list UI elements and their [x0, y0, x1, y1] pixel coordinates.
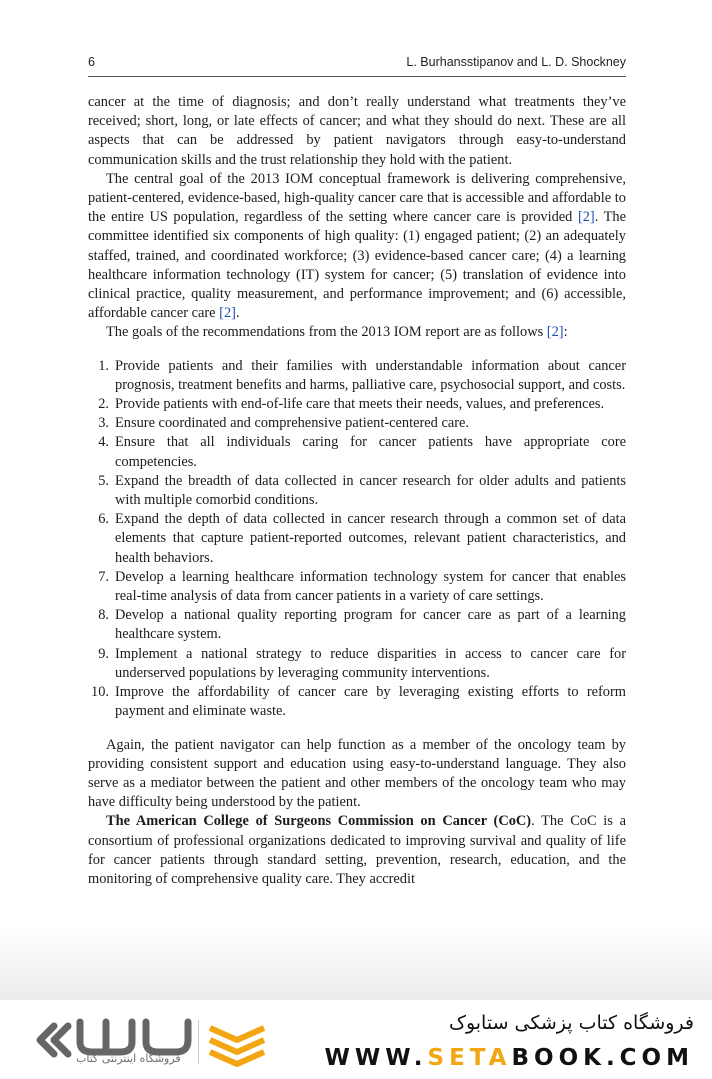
list-item-text: Provide patients and their families with understandable information about cancer prognosis, treatment benefits and harms, palliative care, psychosocial support, and costs.	[115, 357, 626, 393]
banner-divider	[198, 1020, 199, 1064]
list-item	[88, 357, 626, 395]
list-number: 4.	[98, 434, 109, 451]
list-number: 9.	[98, 645, 109, 662]
list-item-text: Ensure coordinated and comprehensive patient-centered care.	[115, 415, 469, 432]
list-item-text: Ensure that all individuals caring for cancer patients have appropriate core competencies.	[115, 434, 626, 470]
list-number: 2.	[98, 396, 109, 413]
list-item-text: Develop a national quality reporting program for cancer care as part of a learning healthcare system.	[115, 607, 626, 643]
paragraph-coc: The American College of Surgeons Commission on Cancer (CoC). The CoC is a consortium of professional organizations dedicated to improving survival and quality of life for cancer patients through standard setting, prevention, research, education, and the monitoring of comprehensive quality care. They accredit	[88, 813, 626, 887]
list-item	[88, 414, 626, 433]
goals-list	[88, 357, 626, 722]
running-header	[88, 55, 626, 75]
list-item	[88, 645, 626, 683]
list-item-text: Expand the depth of data collected in cancer research through a common set of data elements that capture patient-reported outcomes, relevant patient characteristics, and health behaviors.	[115, 511, 626, 566]
citation-link[interactable]: [2]	[219, 305, 236, 322]
list-item-text: Expand the breadth of data collected in cancer research for older adults and patients with multiple comorbid conditions.	[115, 472, 626, 509]
list-number: 7.	[98, 568, 109, 585]
paragraph-intro: cancer at the time of diagnosis; and don’t really understand what treatments they’ve received; short, long, or late effects of cancer; and what they should do next. These are all aspects that can be addressed by patient navigators through easy-to-understand communication skills and the trust relationship they hold with the patient.	[88, 94, 626, 168]
list-number: 3.	[98, 415, 109, 432]
body-text	[88, 93, 626, 889]
list-item	[88, 472, 626, 510]
list-item	[88, 683, 626, 721]
page-number: 6	[88, 55, 95, 69]
logo-subtitle: فروشگاه اینترنتی کتاب	[76, 1052, 181, 1065]
list-item	[88, 510, 626, 568]
store-name: فروشگاه کتاب پزشکی ستابوک	[448, 1012, 694, 1034]
list-item-text: Provide patients with end-of-life care that meets their needs, values, and preferences.	[115, 396, 605, 413]
section-heading-coc: The American College of Surgeons Commission on Cancer (CoC)	[106, 813, 532, 830]
list-number: 1.	[98, 357, 109, 374]
list-item-text: Implement a national strategy to reduce disparities in access to cancer care for underserved populations by leveraging community interventions.	[115, 645, 626, 681]
list-number: 6.	[98, 511, 109, 528]
list-item-text: Improve the affordability of cancer care by leveraging existing efforts to reform payment and eliminate waste.	[115, 684, 626, 720]
store-url[interactable]: WWW.SETABOOK.COM	[324, 1045, 694, 1071]
paragraph-iom-framework: The central goal of the 2013 IOM conceptual framework is delivering comprehensive, patient-centered, evidence-based, high-quality cancer care that is accessible and affordable to the entire US population, regardless of the setting where cancer care is provided [2]. The committee identified six components of high quality: (1) engaged patient; (2) an adequately staffed, trained, and coordinated workforce; (3) evidence-based cancer care; (4) a learning healthcare information technology (IT) system for cancer; (5) translation of evidence into clinical practice, quality measurement, and performance improvement; and (6) accessible, affordable cancer care [2].	[88, 170, 626, 322]
citation-link[interactable]: [2]	[577, 209, 595, 226]
citation-link[interactable]: [2]	[546, 324, 564, 341]
list-item	[88, 606, 626, 644]
list-number: 8.	[98, 607, 109, 624]
running-head-authors: L. Burhansstipanov and L. D. Shockney	[406, 55, 626, 69]
list-number: 5.	[98, 472, 109, 489]
paragraph-navigator: Again, the patient navigator can help function as a member of the oncology team by providing consistent support and education using easy-to-understand language. They also serve as a mediator between the patient and other members of the oncology team who may have difficulty being understood by the patient.	[88, 736, 626, 811]
list-item	[88, 568, 626, 606]
list-item	[88, 433, 626, 471]
setabook-banner	[0, 1000, 712, 1079]
list-item-text: Develop a learning healthcare information technology system for cancer that enables real-time analysis of data from cancer patients in a variety of care settings.	[115, 568, 626, 605]
open-box-icon	[204, 1014, 270, 1072]
list-item	[88, 395, 626, 414]
page-bottom-shadow	[0, 925, 712, 1005]
header-rule	[88, 76, 626, 77]
paragraph-goals-intro: The goals of the recommendations from the 2013 IOM report are as follows [2]:	[106, 324, 568, 341]
list-number: 10.	[91, 684, 109, 701]
